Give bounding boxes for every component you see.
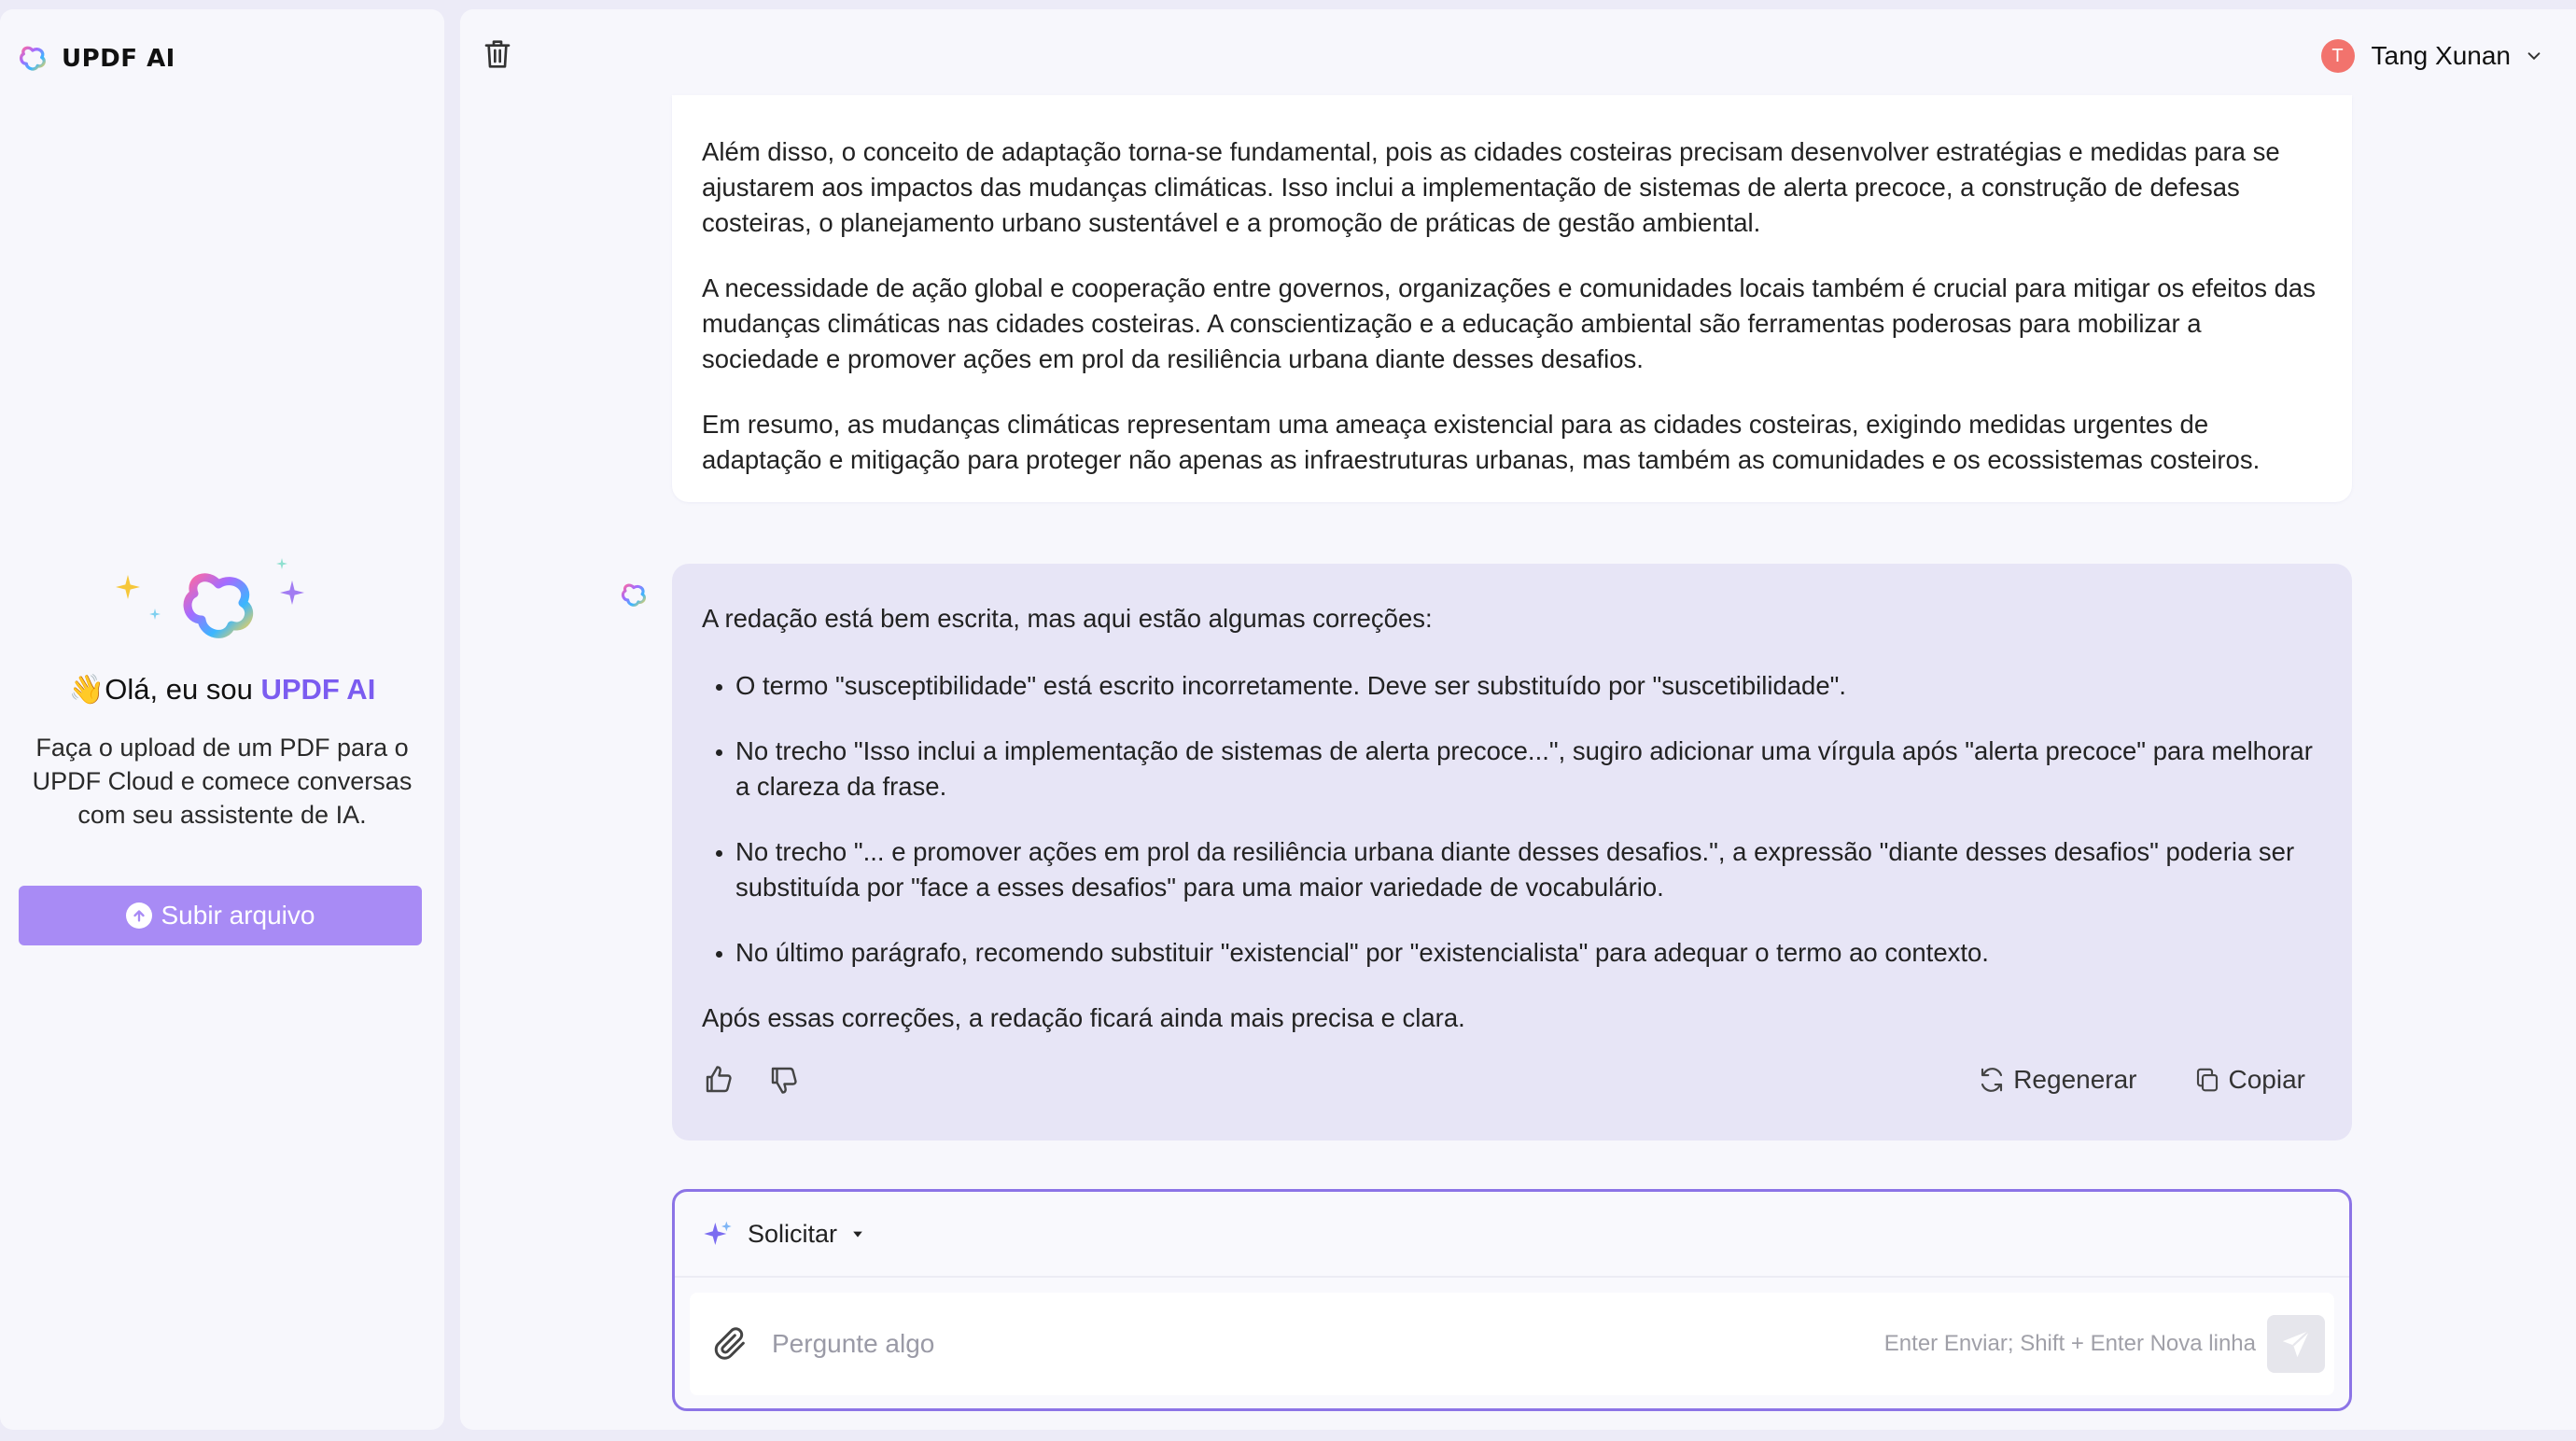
welcome-panel [0, 556, 444, 832]
sparkle-icon [280, 581, 304, 605]
message-actions [702, 1056, 2305, 1103]
paperclip-icon[interactable] [712, 1325, 749, 1363]
sparkle-icon [276, 558, 287, 569]
welcome-title: 👋Olá, eu sou UPDF AI [68, 673, 376, 706]
list-item: • No trecho "Isso inclui a implementação de sistemas de alerta precoce...", sugiro adicionar uma vírgula após "alerta precoce" para melhorar a clareza da frase. [735, 734, 2322, 804]
welcome-description: Faça o upload de um PDF para o UPDF Cloud e comece conversas com seu assistente de IA. [32, 734, 413, 829]
regenerate-button[interactable] [1978, 1065, 2136, 1095]
keyboard-hint: Enter Enviar; Shift + Enter Nova linha [1883, 1331, 2256, 1356]
brand [19, 45, 175, 73]
ai-closing: Após essas correções, a redação ficará ainda mais precisa e clara. [702, 1003, 1465, 1032]
chat-main [460, 9, 2576, 1430]
previous-message [672, 95, 2352, 502]
composer [672, 1189, 2352, 1411]
thumbs-down-icon[interactable] [767, 1063, 801, 1097]
upload-icon [126, 902, 152, 929]
copy-icon [2193, 1066, 2221, 1094]
sparkle-icon [703, 1219, 733, 1249]
send-button[interactable] [2267, 1315, 2325, 1373]
prompt-mode-label: Solicitar [748, 1219, 838, 1248]
composer-input-row [690, 1293, 2334, 1395]
welcome-logo [0, 556, 444, 650]
welcome-highlight: UPDF AI [260, 673, 376, 706]
sparkle-icon [116, 575, 140, 599]
copy-button[interactable] [2193, 1065, 2305, 1095]
regenerate-label: Regenerar [2013, 1065, 2137, 1094]
trash-icon[interactable] [483, 37, 512, 71]
sidebar [0, 9, 444, 1430]
ai-avatar-icon [621, 582, 647, 609]
refresh-icon [1978, 1066, 2006, 1094]
brand-name: UPDF AI [62, 45, 175, 73]
prompt-mode-selector[interactable] [675, 1192, 2349, 1278]
avatar: T [2321, 39, 2355, 73]
list-item: • No último parágrafo, recomendo substituir "existencial" por "existencialista" para adequar o termo ao contexto. [735, 935, 2322, 971]
list-item: • O termo "susceptibilidade" está escrito incorretamente. Deve ser substituído por "suscetibilidade". [735, 668, 2322, 704]
copy-label: Copiar [2228, 1065, 2305, 1094]
chevron-down-icon [2526, 48, 2542, 64]
updf-logo-icon [19, 45, 47, 73]
ai-intro: A redação está bem escrita, mas aqui estão algumas correções: [702, 604, 1433, 633]
upload-file-label: Subir arquivo [161, 901, 315, 930]
send-icon [2280, 1328, 2312, 1360]
message-paragraph: Além disso, o conceito de adaptação torna-se fundamental, pois as cidades costeiras precisam desenvolver estratégias e medidas para se ajustarem aos impactos das mudanças climáticas. Isso inclui a implementação de sistemas de alerta precoce, a construção de defesas costeiras, o planejamento urbano sustentável e a promoção de práticas de gestão ambiental. [702, 137, 2280, 237]
upload-file-button[interactable] [19, 886, 422, 945]
ask-input[interactable] [770, 1328, 1797, 1360]
message-paragraph: A necessidade de ação global e cooperação entre governos, organizações e comunidades locais também é crucial para mitigar os efeitos das mudanças climáticas nas cidades costeiras. A conscientização e a educação ambiental são ferramentas poderosas para mobilizar a sociedade e promover ações em prol da resiliência urbana diante desses desafios. [702, 273, 2316, 373]
user-menu[interactable] [2321, 37, 2542, 75]
list-item: • No trecho "... e promover ações em prol da resiliência urbana diante desses desafios.", a expressão "diante desses desafios" poderia ser substituída por "face a esses desafios" para uma maior variedade de vocabulário. [735, 834, 2322, 905]
ai-message [672, 564, 2352, 1140]
thumbs-up-icon[interactable] [702, 1063, 735, 1097]
sparkle-icon [149, 609, 161, 620]
correction-list [702, 668, 2322, 971]
caret-down-icon [852, 1228, 863, 1239]
user-name: Tang Xunan [2371, 41, 2511, 70]
message-paragraph: Em resumo, as mudanças climáticas representam uma ameaça existencial para as cidades costeiras, exigindo medidas urgentes de adaptação e mitigação para proteger não apenas as infraestruturas urbanas, mas também as comunidades e os ecossistemas costeiros. [702, 410, 2261, 474]
updf-logo-icon [181, 569, 256, 644]
